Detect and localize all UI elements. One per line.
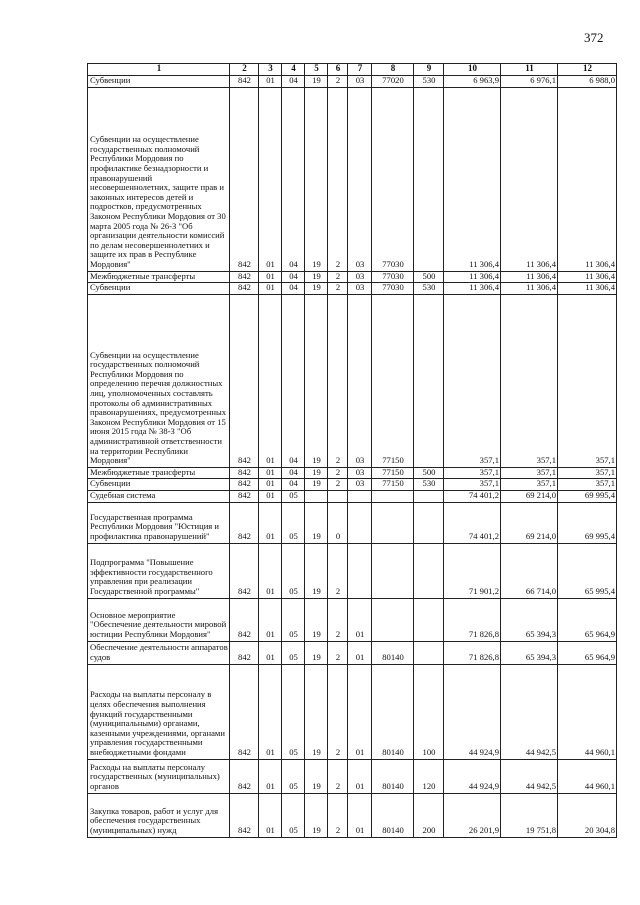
row-name-cell: Расходы на выплаты персоналу государственных (муниципальных) органов bbox=[88, 759, 230, 793]
row-value-cell: 500 bbox=[414, 467, 444, 479]
row-name-cell: Субвенции bbox=[88, 479, 230, 491]
row-value-cell: 01 bbox=[348, 598, 372, 641]
row-value-cell: 842 bbox=[230, 641, 259, 664]
row-value-cell: 74 401,2 bbox=[444, 502, 501, 543]
row-value-cell: 842 bbox=[230, 271, 259, 283]
row-value-cell: 26 201,9 bbox=[444, 793, 501, 837]
row-value-cell: 842 bbox=[230, 294, 259, 467]
row-value-cell: 05 bbox=[282, 490, 305, 502]
row-value-cell: 77030 bbox=[372, 283, 414, 295]
column-header: 8 bbox=[372, 64, 414, 76]
row-value-cell: 2 bbox=[328, 759, 348, 793]
table-row bbox=[88, 467, 617, 479]
column-header: 9 bbox=[414, 64, 444, 76]
row-value-cell: 01 bbox=[259, 87, 282, 271]
row-value-cell: 01 bbox=[259, 294, 282, 467]
row-name-cell: Закупка товаров, работ и услуг для обеспечения государственных (муниципальных) нужд bbox=[88, 793, 230, 837]
budget-table bbox=[87, 63, 617, 838]
row-value-cell: 05 bbox=[282, 664, 305, 759]
row-value-cell: 44 960,1 bbox=[558, 664, 617, 759]
row-value-cell: 69 214,0 bbox=[501, 502, 558, 543]
row-value-cell: 01 bbox=[259, 598, 282, 641]
row-value-cell bbox=[348, 502, 372, 543]
row-value-cell: 842 bbox=[230, 479, 259, 491]
table-row bbox=[88, 664, 617, 759]
row-value-cell: 19 bbox=[305, 467, 328, 479]
table-row bbox=[88, 793, 617, 837]
table-row bbox=[88, 283, 617, 295]
row-value-cell: 11 306,4 bbox=[501, 271, 558, 283]
row-value-cell: 6 976,1 bbox=[501, 75, 558, 87]
row-value-cell: 77020 bbox=[372, 75, 414, 87]
row-value-cell: 842 bbox=[230, 467, 259, 479]
row-value-cell: 01 bbox=[259, 479, 282, 491]
column-header: 11 bbox=[501, 64, 558, 76]
row-value-cell bbox=[414, 294, 444, 467]
row-name-cell: Субвенции bbox=[88, 75, 230, 87]
row-value-cell: 05 bbox=[282, 543, 305, 598]
column-header: 12 bbox=[558, 64, 617, 76]
row-value-cell: 05 bbox=[282, 598, 305, 641]
row-value-cell: 19 bbox=[305, 283, 328, 295]
row-value-cell: 6 963,9 bbox=[444, 75, 501, 87]
row-value-cell: 65 964,9 bbox=[558, 598, 617, 641]
row-value-cell: 05 bbox=[282, 759, 305, 793]
row-value-cell: 05 bbox=[282, 641, 305, 664]
row-value-cell: 01 bbox=[259, 502, 282, 543]
row-value-cell: 357,1 bbox=[444, 479, 501, 491]
row-value-cell: 03 bbox=[348, 271, 372, 283]
row-value-cell: 842 bbox=[230, 75, 259, 87]
row-value-cell: 11 306,4 bbox=[558, 87, 617, 271]
row-value-cell bbox=[372, 490, 414, 502]
row-value-cell: 65 964,9 bbox=[558, 641, 617, 664]
row-value-cell: 01 bbox=[259, 759, 282, 793]
row-value-cell: 04 bbox=[282, 75, 305, 87]
row-value-cell: 01 bbox=[259, 75, 282, 87]
table-row bbox=[88, 75, 617, 87]
row-value-cell: 01 bbox=[259, 283, 282, 295]
row-value-cell: 11 306,4 bbox=[558, 283, 617, 295]
row-value-cell: 842 bbox=[230, 759, 259, 793]
row-value-cell: 11 306,4 bbox=[444, 271, 501, 283]
table-row bbox=[88, 87, 617, 271]
row-value-cell: 19 bbox=[305, 294, 328, 467]
row-value-cell bbox=[414, 502, 444, 543]
row-value-cell: 04 bbox=[282, 467, 305, 479]
row-value-cell: 2 bbox=[328, 467, 348, 479]
row-value-cell: 842 bbox=[230, 87, 259, 271]
row-name-cell: Субвенции на осуществление государственных полномочий Республики Мордовия по определению перечня должностных лиц, уполномоченных составлять протоколы об административных правонарушениях, предусмотренных Законом Республики Мордовия от 15 июня 2015 года № 38-З "Об административной ответственности на территории Республики Мордовия" bbox=[88, 294, 230, 467]
column-header: 4 bbox=[282, 64, 305, 76]
row-value-cell: 44 942,5 bbox=[501, 759, 558, 793]
row-value-cell: 11 306,4 bbox=[558, 271, 617, 283]
column-header: 7 bbox=[348, 64, 372, 76]
row-value-cell: 357,1 bbox=[501, 294, 558, 467]
row-value-cell: 19 bbox=[305, 87, 328, 271]
row-value-cell: 6 988,0 bbox=[558, 75, 617, 87]
table-row bbox=[88, 641, 617, 664]
row-value-cell: 2 bbox=[328, 664, 348, 759]
row-value-cell: 65 394,3 bbox=[501, 641, 558, 664]
row-value-cell: 80140 bbox=[372, 641, 414, 664]
row-value-cell: 842 bbox=[230, 502, 259, 543]
row-value-cell: 842 bbox=[230, 793, 259, 837]
row-value-cell: 19 bbox=[305, 759, 328, 793]
row-value-cell bbox=[348, 490, 372, 502]
row-value-cell: 2 bbox=[328, 543, 348, 598]
row-value-cell bbox=[414, 490, 444, 502]
row-value-cell: 04 bbox=[282, 271, 305, 283]
row-value-cell: 2 bbox=[328, 793, 348, 837]
row-value-cell bbox=[372, 543, 414, 598]
row-name-cell: Государственная программа Республики Мордовия "Юстиция и профилактика правонарушений" bbox=[88, 502, 230, 543]
row-value-cell: 357,1 bbox=[558, 479, 617, 491]
row-value-cell bbox=[328, 490, 348, 502]
row-name-cell: Судебная система bbox=[88, 490, 230, 502]
row-value-cell: 04 bbox=[282, 479, 305, 491]
row-value-cell: 44 942,5 bbox=[501, 664, 558, 759]
row-value-cell: 80140 bbox=[372, 759, 414, 793]
row-value-cell: 04 bbox=[282, 294, 305, 467]
row-value-cell bbox=[414, 543, 444, 598]
row-name-cell: Расходы на выплаты персоналу в целях обеспечения выполнения функций государственными (муниципальными) органами, казенными учреждениями, органами управления государственными внебюджетными фондами bbox=[88, 664, 230, 759]
row-value-cell: 01 bbox=[259, 467, 282, 479]
row-value-cell: 357,1 bbox=[444, 294, 501, 467]
row-value-cell: 357,1 bbox=[444, 467, 501, 479]
row-value-cell: 2 bbox=[328, 87, 348, 271]
row-value-cell: 65 394,3 bbox=[501, 598, 558, 641]
row-name-cell: Основное мероприятие "Обеспечение деятельности мировой юстиции Республики Мордовия" bbox=[88, 598, 230, 641]
column-header: 2 bbox=[230, 64, 259, 76]
row-value-cell: 01 bbox=[259, 793, 282, 837]
row-value-cell bbox=[372, 502, 414, 543]
row-value-cell: 04 bbox=[282, 283, 305, 295]
row-value-cell: 357,1 bbox=[558, 467, 617, 479]
row-value-cell: 01 bbox=[259, 271, 282, 283]
row-value-cell: 842 bbox=[230, 664, 259, 759]
row-value-cell: 71 826,8 bbox=[444, 598, 501, 641]
row-value-cell: 01 bbox=[348, 641, 372, 664]
row-value-cell: 05 bbox=[282, 502, 305, 543]
table-row bbox=[88, 502, 617, 543]
row-value-cell bbox=[305, 490, 328, 502]
row-value-cell: 120 bbox=[414, 759, 444, 793]
row-value-cell: 01 bbox=[348, 793, 372, 837]
row-value-cell: 44 924,9 bbox=[444, 664, 501, 759]
row-value-cell: 19 751,8 bbox=[501, 793, 558, 837]
row-name-cell: Подпрограмма "Повышение эффективности государственного управления при реализации Государственной программы" bbox=[88, 543, 230, 598]
column-header: 1 bbox=[88, 64, 230, 76]
row-value-cell: 2 bbox=[328, 294, 348, 467]
row-value-cell bbox=[414, 641, 444, 664]
row-value-cell: 01 bbox=[348, 759, 372, 793]
row-value-cell: 44 960,1 bbox=[558, 759, 617, 793]
row-value-cell: 69 995,4 bbox=[558, 502, 617, 543]
table-row bbox=[88, 543, 617, 598]
row-value-cell: 80140 bbox=[372, 793, 414, 837]
row-value-cell: 11 306,4 bbox=[501, 87, 558, 271]
row-value-cell: 100 bbox=[414, 664, 444, 759]
column-header: 10 bbox=[444, 64, 501, 76]
row-value-cell: 77030 bbox=[372, 87, 414, 271]
table-header-row bbox=[88, 64, 617, 76]
table-row bbox=[88, 490, 617, 502]
row-value-cell: 03 bbox=[348, 467, 372, 479]
row-value-cell: 05 bbox=[282, 793, 305, 837]
row-value-cell: 69 995,4 bbox=[558, 490, 617, 502]
table-row bbox=[88, 479, 617, 491]
row-name-cell: Субвенции на осуществление государственных полномочий Республики Мордовия по профилактике безнадзорности и правонарушений несовершеннолетних, защите прав и законных интересов детей и подростков, предусмотренных Законом Республики Мордовия от 30 марта 2005 года № 26-З "Об организации деятельности комиссий по делам несовершеннолетних и защите их прав в Республике Мордовия" bbox=[88, 87, 230, 271]
row-value-cell: 71 901,2 bbox=[444, 543, 501, 598]
row-value-cell: 530 bbox=[414, 75, 444, 87]
row-value-cell: 530 bbox=[414, 283, 444, 295]
row-value-cell: 74 401,2 bbox=[444, 490, 501, 502]
row-value-cell: 357,1 bbox=[558, 294, 617, 467]
row-value-cell: 2 bbox=[328, 271, 348, 283]
row-value-cell: 0 bbox=[328, 502, 348, 543]
row-name-cell: Межбюджетные трансферты bbox=[88, 271, 230, 283]
row-value-cell: 20 304,8 bbox=[558, 793, 617, 837]
row-value-cell: 19 bbox=[305, 479, 328, 491]
row-value-cell: 01 bbox=[348, 664, 372, 759]
row-value-cell: 530 bbox=[414, 479, 444, 491]
column-header: 6 bbox=[328, 64, 348, 76]
row-value-cell: 03 bbox=[348, 479, 372, 491]
row-value-cell: 19 bbox=[305, 641, 328, 664]
row-value-cell: 19 bbox=[305, 598, 328, 641]
row-value-cell: 77150 bbox=[372, 294, 414, 467]
table-row bbox=[88, 759, 617, 793]
row-value-cell: 842 bbox=[230, 598, 259, 641]
row-value-cell: 01 bbox=[259, 664, 282, 759]
row-value-cell bbox=[414, 87, 444, 271]
row-value-cell: 2 bbox=[328, 598, 348, 641]
row-name-cell: Обеспечение деятельности аппаратов судов bbox=[88, 641, 230, 664]
row-value-cell: 19 bbox=[305, 543, 328, 598]
row-value-cell: 19 bbox=[305, 502, 328, 543]
row-value-cell: 11 306,4 bbox=[444, 87, 501, 271]
row-value-cell: 03 bbox=[348, 294, 372, 467]
row-value-cell bbox=[372, 598, 414, 641]
row-value-cell: 842 bbox=[230, 490, 259, 502]
row-value-cell: 842 bbox=[230, 283, 259, 295]
row-value-cell: 01 bbox=[259, 490, 282, 502]
row-value-cell: 19 bbox=[305, 271, 328, 283]
row-value-cell: 44 924,9 bbox=[444, 759, 501, 793]
row-value-cell: 69 214,0 bbox=[501, 490, 558, 502]
row-value-cell: 77150 bbox=[372, 467, 414, 479]
row-value-cell bbox=[414, 598, 444, 641]
row-value-cell: 77150 bbox=[372, 479, 414, 491]
column-header: 5 bbox=[305, 64, 328, 76]
table-row bbox=[88, 294, 617, 467]
row-value-cell: 500 bbox=[414, 271, 444, 283]
row-value-cell: 11 306,4 bbox=[501, 283, 558, 295]
row-value-cell: 03 bbox=[348, 283, 372, 295]
row-name-cell: Межбюджетные трансферты bbox=[88, 467, 230, 479]
row-value-cell: 357,1 bbox=[501, 467, 558, 479]
row-value-cell: 19 bbox=[305, 75, 328, 87]
row-value-cell: 357,1 bbox=[501, 479, 558, 491]
row-value-cell: 01 bbox=[259, 543, 282, 598]
row-value-cell: 200 bbox=[414, 793, 444, 837]
row-value-cell: 71 826,8 bbox=[444, 641, 501, 664]
row-value-cell: 03 bbox=[348, 87, 372, 271]
row-name-cell: Субвенции bbox=[88, 283, 230, 295]
table-body bbox=[88, 75, 617, 837]
row-value-cell: 65 995,4 bbox=[558, 543, 617, 598]
row-value-cell: 66 714,0 bbox=[501, 543, 558, 598]
row-value-cell bbox=[348, 543, 372, 598]
row-value-cell: 2 bbox=[328, 75, 348, 87]
column-header: 3 bbox=[259, 64, 282, 76]
row-value-cell: 77030 bbox=[372, 271, 414, 283]
page-number: 372 bbox=[584, 30, 604, 45]
table-row bbox=[88, 598, 617, 641]
row-value-cell: 03 bbox=[348, 75, 372, 87]
row-value-cell: 2 bbox=[328, 641, 348, 664]
row-value-cell: 842 bbox=[230, 543, 259, 598]
row-value-cell: 2 bbox=[328, 479, 348, 491]
row-value-cell: 11 306,4 bbox=[444, 283, 501, 295]
row-value-cell: 04 bbox=[282, 87, 305, 271]
row-value-cell: 2 bbox=[328, 283, 348, 295]
row-value-cell: 19 bbox=[305, 793, 328, 837]
row-value-cell: 80140 bbox=[372, 664, 414, 759]
table-row bbox=[88, 271, 617, 283]
row-value-cell: 01 bbox=[259, 641, 282, 664]
row-value-cell: 19 bbox=[305, 664, 328, 759]
